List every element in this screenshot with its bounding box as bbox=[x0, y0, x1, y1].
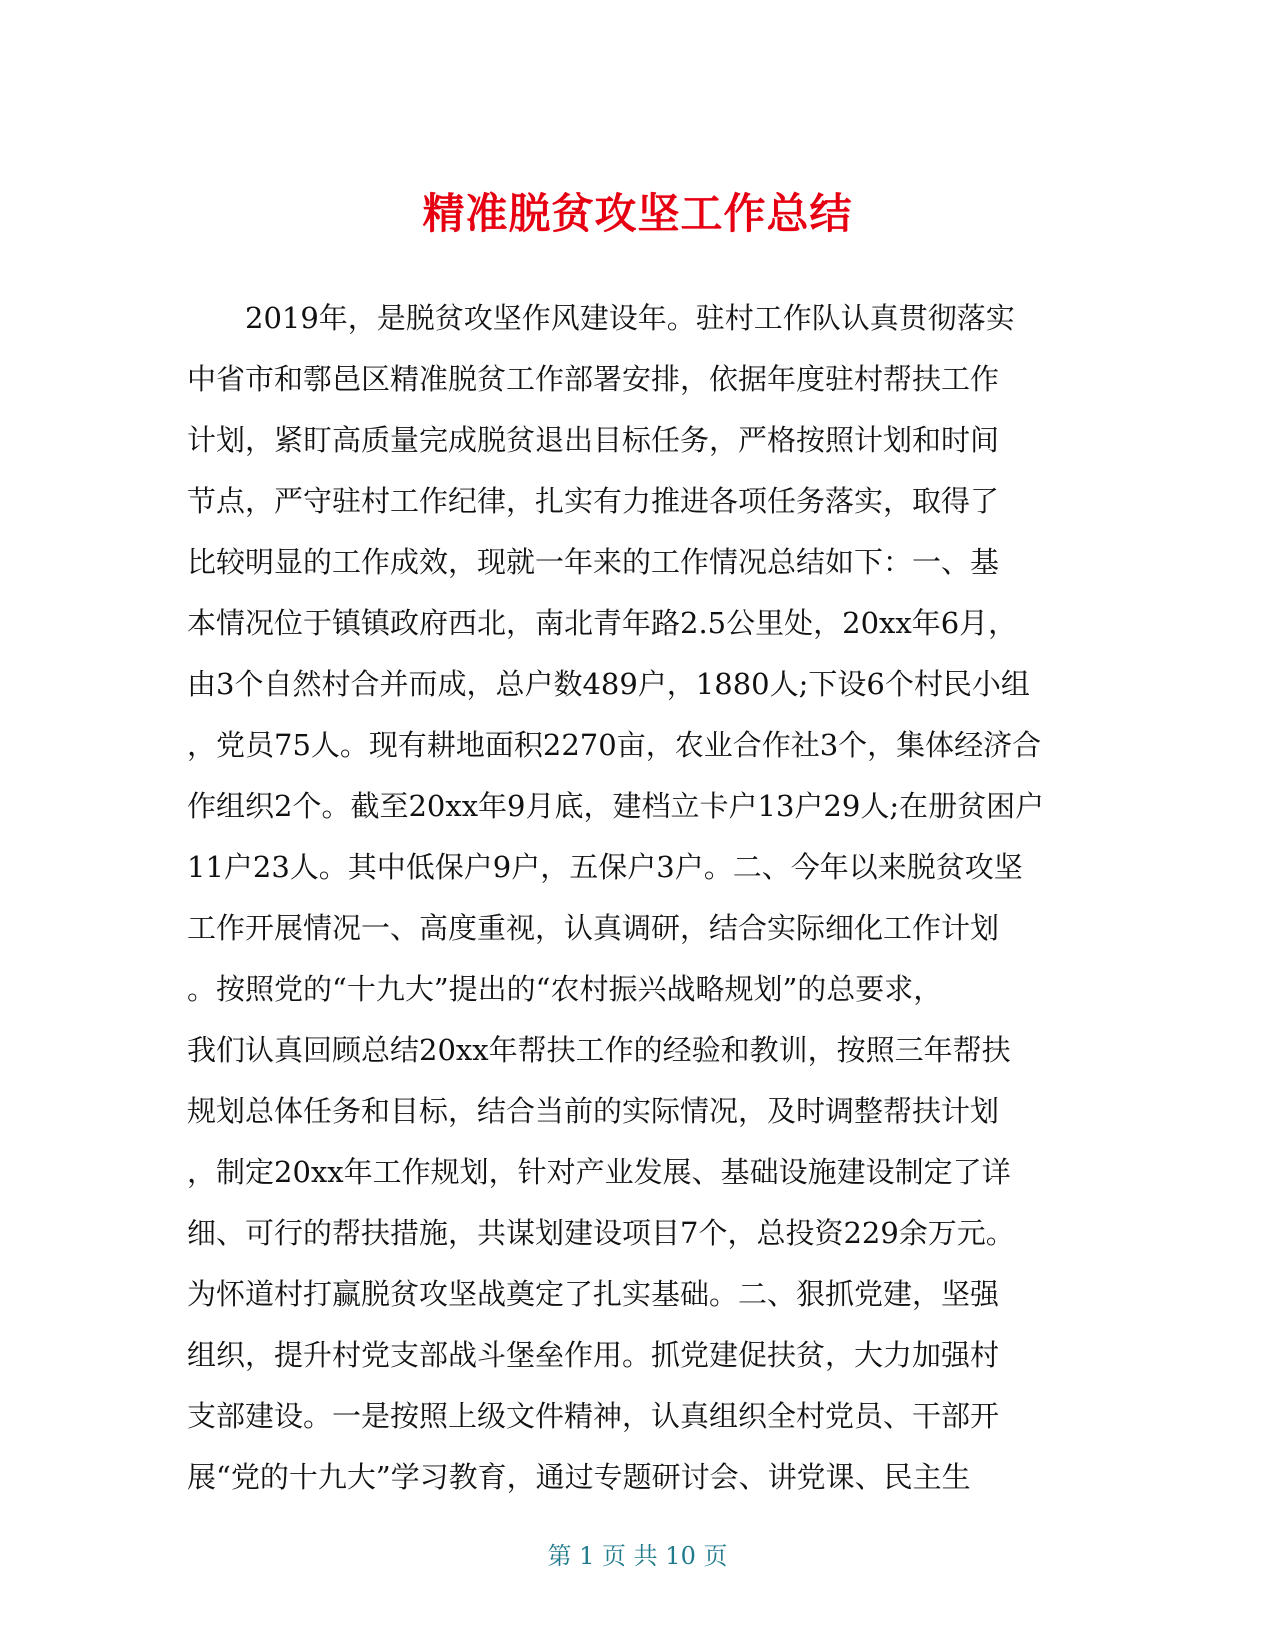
body-line-2: 中省市和鄠邑区精准脱贫工作部署安排，依据年度驻村帮扶工作 bbox=[187, 362, 1000, 396]
body-line-14: 规划总体任务和目标，结合当前的实际情况，及时调整帮扶计划 bbox=[187, 1094, 1000, 1128]
body-line-4: 节点，严守驻村工作纪律，扎实有力推进各项任务落实，取得了 bbox=[187, 484, 1000, 518]
body-line-6: 本情况位于镇镇政府西北，南北青年路2.5公里处，20xx年6月， bbox=[187, 606, 1018, 640]
body-line-5: 比较明显的工作成效，现就一年来的工作情况总结如下：一、基 bbox=[187, 545, 1000, 579]
body-line-12: 。按照党的“十九大”提出的“农村振兴战略规划”的总要求， bbox=[187, 972, 943, 1006]
body-line-1: 2019年，是脱贫攻坚作风建设年。驻村工作队认真贯彻落实 bbox=[245, 301, 1015, 335]
document-title: 精准脱贫攻坚工作总结 bbox=[422, 189, 853, 239]
body-line-11: 工作开展情况一、高度重视，认真调研，结合实际细化工作计划 bbox=[187, 911, 1000, 945]
body-line-20: 展“党的十九大”学习教育，通过专题研讨会、讲党课、民主生 bbox=[187, 1460, 971, 1494]
body-line-7: 由3个自然村合并而成，总户数489户，1880人;下设6个村民小组 bbox=[187, 667, 1030, 701]
body-line-16: 细、可行的帮扶措施，共谋划建设项目7个，总投资229余万元。 bbox=[187, 1216, 1015, 1250]
page-number-footer: 第 1 页 共 10 页 bbox=[547, 1542, 728, 1570]
body-line-15: ，制定20xx年工作规划，针对产业发展、基础设施建设制定了详 bbox=[187, 1155, 1011, 1189]
body-line-19: 支部建设。一是按照上级文件精神，认真组织全村党员、干部开 bbox=[187, 1399, 1000, 1433]
body-line-10: 11户23人。其中低保户9户，五保户3户。二、今年以来脱贫攻坚 bbox=[187, 850, 1023, 884]
document-body bbox=[187, 288, 1087, 1508]
body-line-18: 组织，提升村党支部战斗堡垒作用。抓党建促扶贫，大力加强村 bbox=[187, 1338, 1000, 1372]
body-line-3: 计划，紧盯高质量完成脱贫退出目标任务，严格按照计划和时间 bbox=[187, 423, 1000, 457]
body-line-13: 我们认真回顾总结20xx年帮扶工作的经验和教训，按照三年帮扶 bbox=[187, 1033, 1011, 1067]
body-line-8: ，党员75人。现有耕地面积2270亩，农业合作社3个，集体经济合 bbox=[187, 728, 1042, 762]
body-line-17: 为怀道村打赢脱贫攻坚战奠定了扎实基础。二、狠抓党建，坚强 bbox=[187, 1277, 1000, 1311]
body-line-9: 作组织2个。截至20xx年9月底，建档立卡户13户29人;在册贫困户 bbox=[187, 789, 1045, 823]
